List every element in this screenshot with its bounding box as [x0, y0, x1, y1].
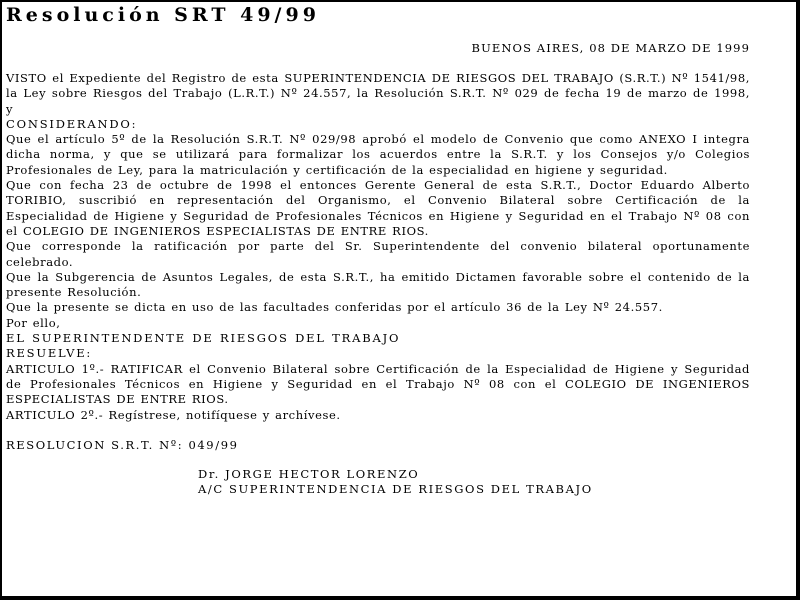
article-2: ARTICULO 2º.- Regístrese, notifíquese y archívese.	[6, 407, 341, 422]
visto-paragraph: VISTO el Expediente del Registro de esta SUPERINTENDENCIA DE RIESGOS DEL TRABAJO (S.R.T.) Nº 1541/98, la Ley sobre Riesgos del Trabajo (L.R.T.) Nº 24.557, la Resolución S.R.T. Nº 029 de fecha 19 de marzo de 1998, y	[6, 71, 750, 116]
signatory-role: A/C SUPERINTENDENCIA DE RIESGOS DEL TRABAJO	[198, 482, 593, 497]
considerando-paragraph-3: Que corresponde la ratificación por parte del Sr. Superintendente del convenio bilateral oportunamente celebrado.	[6, 239, 750, 269]
resolution-number: RESOLUCION S.R.T. Nº: 049/99	[6, 437, 239, 452]
authority-line: EL SUPERINTENDENTE DE RIESGOS DEL TRABAJO	[6, 331, 401, 346]
considerando-paragraph-2: Que con fecha 23 de octubre de 1998 el entonces Gerente General de esta S.R.T., Doctor Eduardo Alberto TORIBIO, suscribió en representación del Organismo, el Convenio Bilateral sobre Certificación de la Especialidad de Higiene y Seguridad de Profesionales Técnicos en Higiene y Seguridad en el Trabajo Nº 08 con el COLEGIO DE INGENIEROS ESPECIALISTAS DE ENTRE RIOS.	[6, 178, 750, 238]
por-ello-line: Por ello,	[6, 315, 61, 330]
document-page	[2, 2, 796, 596]
considerando-heading: CONSIDERANDO:	[6, 116, 138, 131]
signatory-name: Dr. JORGE HECTOR LORENZO	[198, 467, 420, 482]
article-1: ARTICULO 1º.- RATIFICAR el Convenio Bilateral sobre Certificación de la Especialidad de Higiene y Seguridad de Profesionales Técnicos en Higiene y Seguridad en el Trabajo Nº 08 con el COLEGIO DE INGENIEROS ESPECIALISTAS DE ENTRE RIOS.	[6, 361, 750, 407]
considerando-paragraph-5: Que la presente se dicta en uso de las facultades conferidas por el artículo 36 de la Ley Nº 24.557.	[6, 300, 663, 315]
considerando-paragraph-1: Que el artículo 5º de la Resolución S.R.T. Nº 029/98 aprobó el modelo de Convenio que como ANEXO I integra dicha norma, y que se utilizará para formalizar los acuerdos entre la S.R.T. y los Consejos y/o Colegios Profesionales de Ley, para la matriculación y certificación de la especialidad en higiene y seguridad.	[6, 132, 750, 177]
document-title: Resolución SRT 49/99	[6, 4, 320, 26]
resuelve-heading: RESUELVE:	[6, 346, 93, 361]
signature-block	[198, 467, 750, 498]
document-body	[6, 71, 750, 498]
considerando-paragraph-4: Que la Subgerencia de Asuntos Legales, de esta S.R.T., ha emitido Dictamen favorable sobre el contenido de la presente Resolución.	[6, 269, 750, 300]
date-line: BUENOS AIRES, 08 DE MARZO DE 1999	[471, 41, 750, 55]
spacer	[6, 423, 750, 438]
